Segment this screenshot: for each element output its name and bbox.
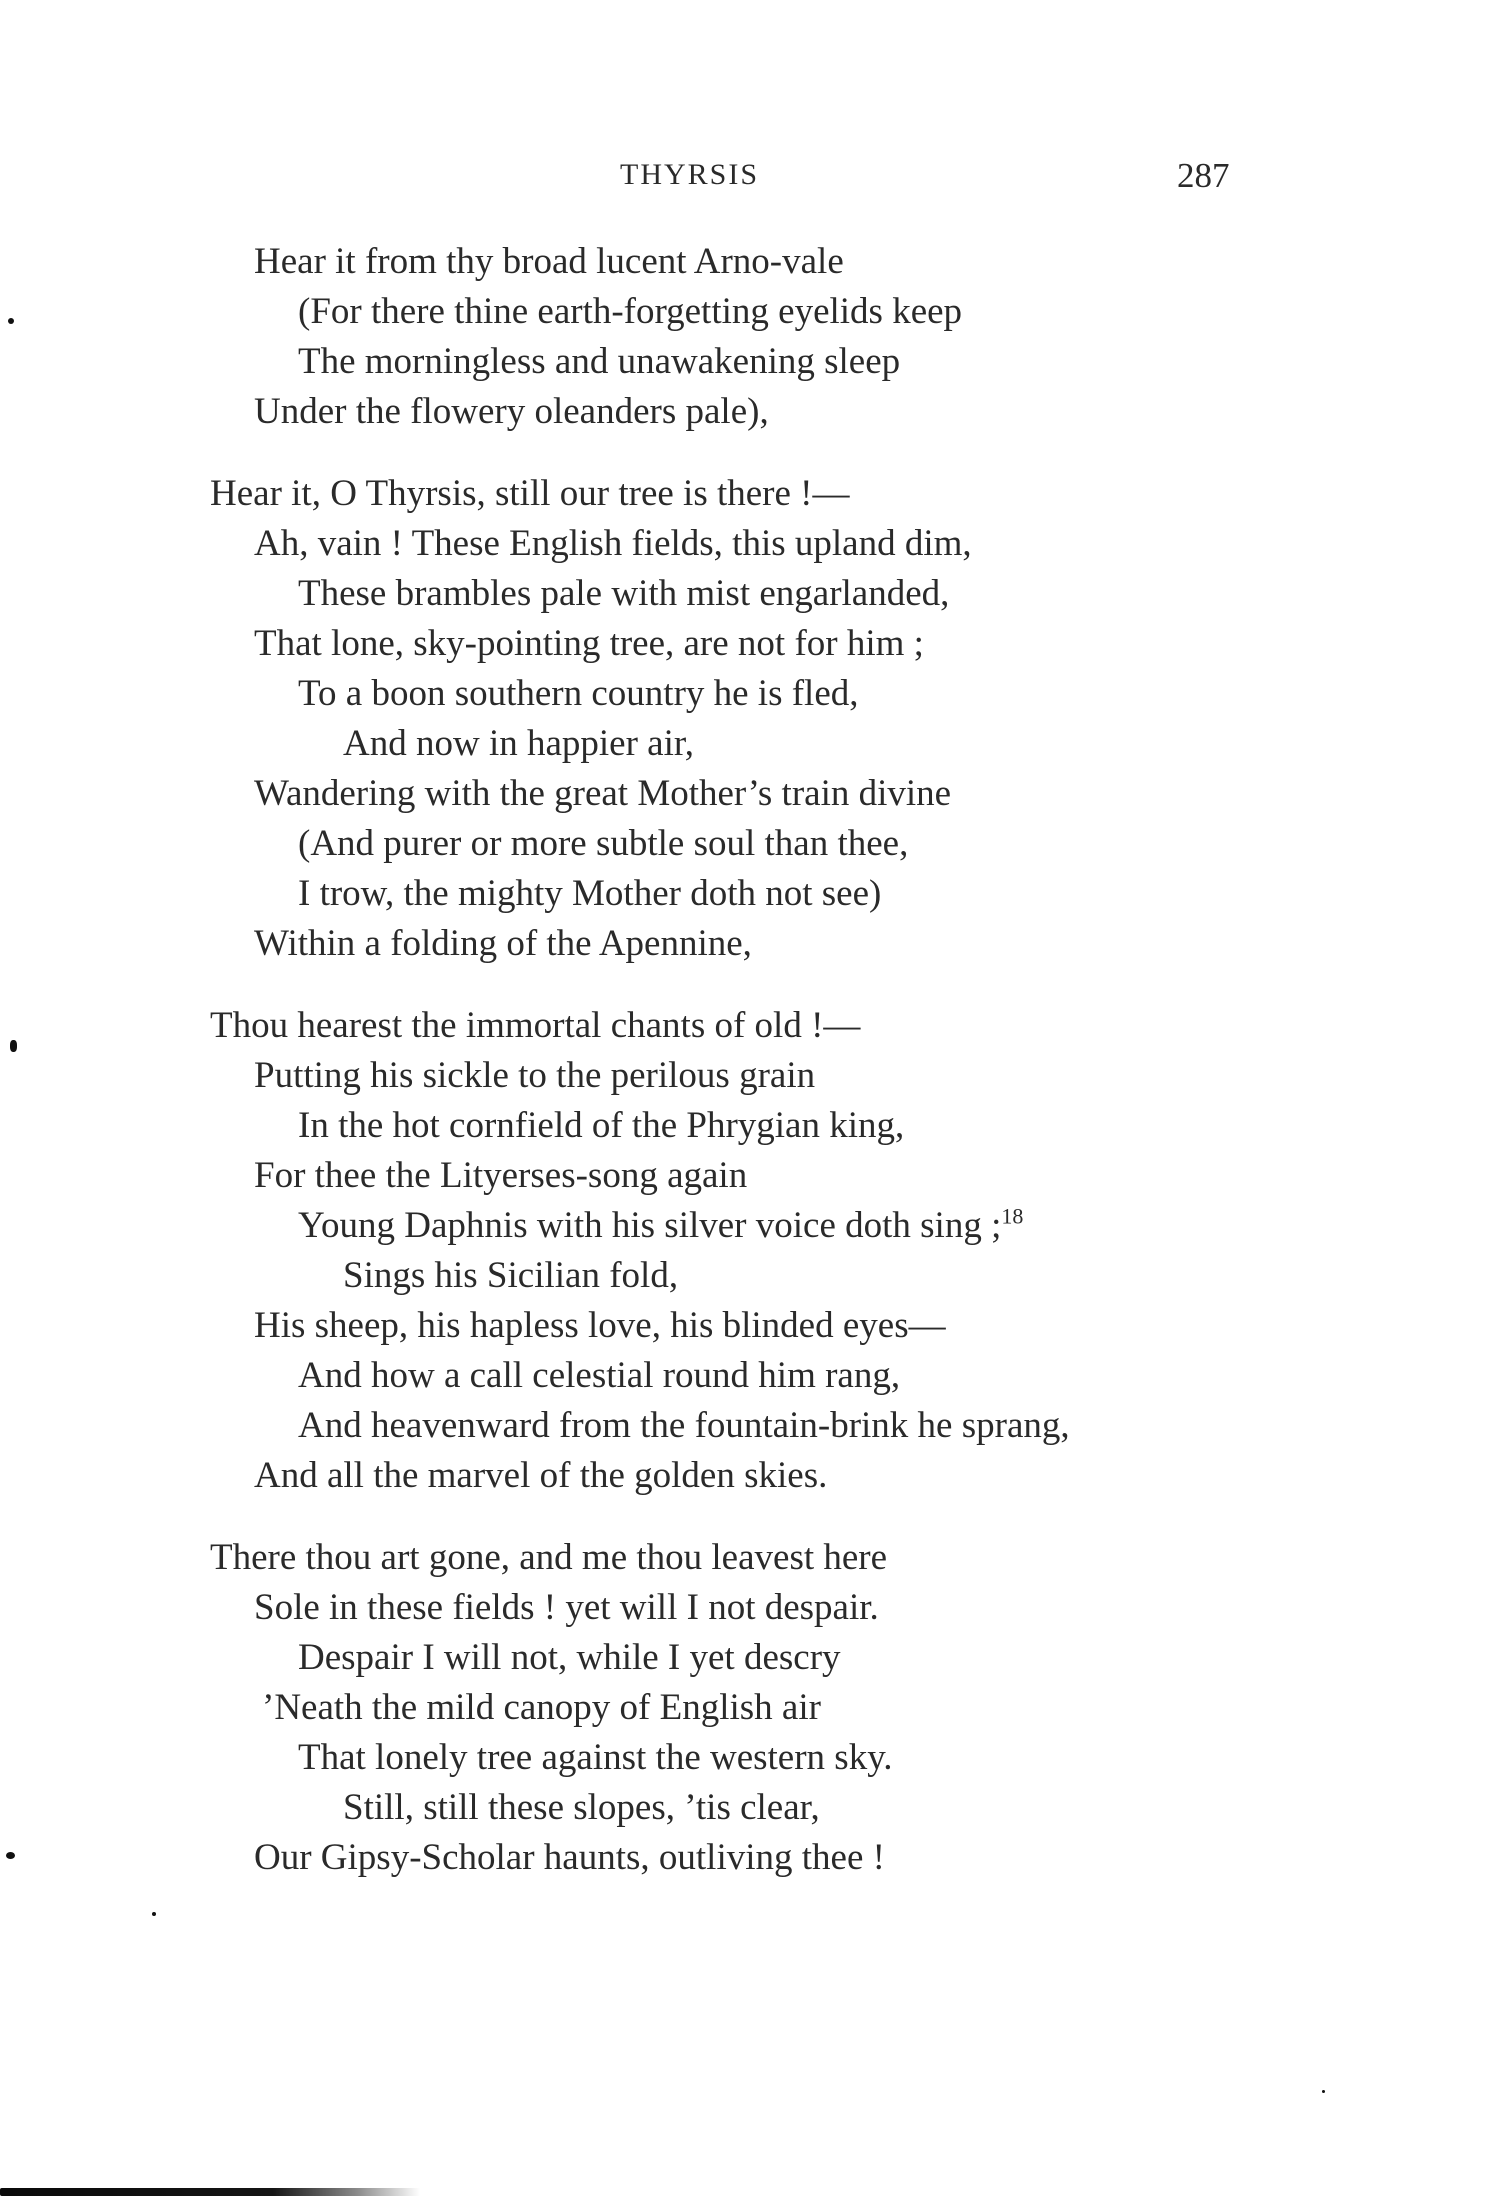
page-number: 287 — [1177, 156, 1230, 195]
verse-line: There thou art gone, and me thou leavest here — [210, 1537, 888, 1578]
verse-line: These brambles pale with mist engarlanded, — [298, 573, 950, 614]
verse-line: The morningless and unawakening sleep — [298, 341, 901, 382]
verse-line: Within a folding of the Apennine, — [254, 923, 752, 964]
scan-speck — [10, 1040, 17, 1052]
page-title: THYRSIS — [620, 158, 760, 191]
verse-line: Under the flowery oleanders pale), — [254, 391, 769, 432]
verse-line: That lone, sky-pointing tree, are not for him ; — [254, 623, 924, 664]
verse-line: Our Gipsy-Scholar haunts, outliving thee ! — [254, 1837, 885, 1878]
verse-line: (For there thine earth-forgetting eyelids keep — [298, 291, 963, 332]
page-edge-shadow — [0, 2188, 420, 2196]
running-head — [0, 158, 1493, 198]
verse-line: Thou hearest the immortal chants of old !— — [210, 1005, 861, 1046]
verse-line: Still, still these slopes, ’tis clear, — [343, 1787, 820, 1828]
verse-line: And all the marvel of the golden skies. — [254, 1455, 828, 1496]
verse-line: His sheep, his hapless love, his blinded eyes— — [254, 1305, 946, 1346]
verse-line: ’Neath the mild canopy of English air — [262, 1687, 821, 1728]
scan-speck — [8, 318, 14, 324]
verse-line: Wandering with the great Mother’s train divine — [254, 773, 952, 814]
verse-line: Sings his Sicilian fold, — [343, 1255, 679, 1296]
scan-speck — [152, 1912, 156, 1916]
verse-line: Despair I will not, while I yet descry — [298, 1637, 841, 1678]
footnote-marker: 18 — [1001, 1203, 1024, 1229]
verse-line: And now in happier air, — [343, 723, 694, 764]
verse-line: Ah, vain ! These English fields, this upland dim, — [254, 523, 972, 564]
verse-line: And heavenward from the fountain-brink he sprang, — [298, 1405, 1070, 1446]
scan-speck — [1322, 2090, 1325, 2093]
verse-line: In the hot cornfield of the Phrygian king, — [298, 1105, 905, 1146]
verse-line-text: Young Daphnis with his silver voice doth sing ; — [298, 1205, 1002, 1246]
verse-line — [298, 1204, 1023, 1248]
scan-speck — [6, 1852, 15, 1859]
verse-line: Putting his sickle to the perilous grain — [254, 1055, 816, 1096]
verse-line: (And purer or more subtle soul than thee, — [298, 823, 909, 864]
verse-line: That lonely tree against the western sky. — [298, 1737, 893, 1778]
verse-line: Hear it from thy broad lucent Arno-vale — [254, 241, 844, 282]
verse-line: And how a call celestial round him rang, — [298, 1355, 901, 1396]
verse-line: I trow, the mighty Mother doth not see) — [298, 873, 882, 914]
verse-line: To a boon southern country he is fled, — [298, 673, 859, 714]
verse-line: Sole in these fields ! yet will I not despair. — [254, 1587, 879, 1628]
verse-line: For thee the Lityerses-song again — [254, 1155, 748, 1196]
verse-line: Hear it, O Thyrsis, still our tree is there !— — [210, 473, 850, 514]
